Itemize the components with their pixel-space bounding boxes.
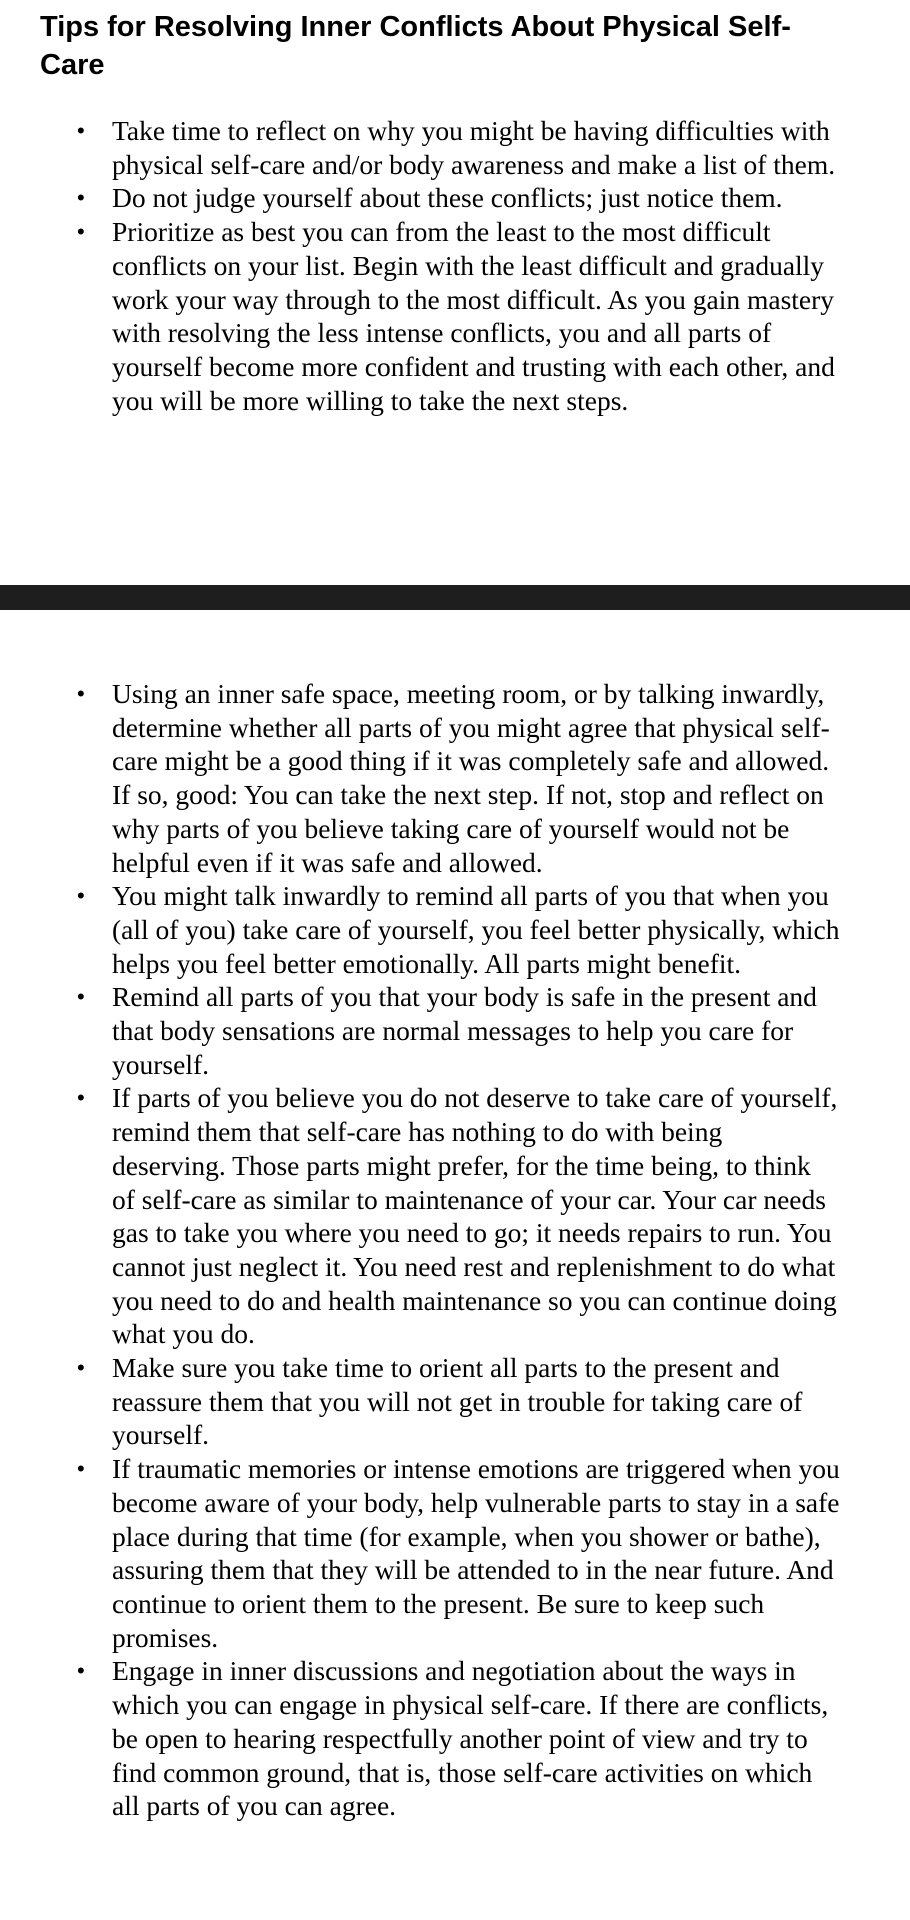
list-item	[77, 1654, 840, 1823]
bullet-icon: •	[77, 1355, 85, 1381]
bullet-icon: •	[77, 984, 85, 1010]
bullet-icon: •	[77, 1658, 85, 1684]
list-item-text: Using an inner safe space, meeting room, or by talking inwardly, determine whether all parts of you might agree that physical self-care might be a good thing if it was completely safe and allowed. If so, good: You can take the next step. If not, stop and reflect on why parts of you believe taking care of yourself would not be helpful even if it was safe and allowed.	[112, 678, 830, 878]
list-item	[77, 1081, 840, 1351]
list-item-text: Make sure you take time to orient all parts to the present and reassure them that you will not get in trouble for taking care of yourself.	[112, 1352, 803, 1451]
list-item-text: Do not judge yourself about these conflicts; just notice them.	[112, 182, 783, 214]
list-item	[77, 677, 840, 879]
list-item	[77, 879, 840, 980]
bullet-icon: •	[77, 219, 85, 245]
tips-list-top	[77, 114, 840, 417]
bullet-icon: •	[77, 1085, 85, 1111]
list-item-text: You might talk inwardly to remind all parts of you that when you (all of you) take care of yourself, you feel better physically, which helps you feel better emotionally. All parts might benefit.	[112, 880, 840, 979]
page-divider	[0, 585, 910, 610]
list-item-text: Prioritize as best you can from the least to the most difficult conflicts on your list. Begin with the least difficult and gradually work your way through to the most difficult. As you gain mastery with resolving the less intense conflicts, you and all parts of yourself become more confident and trusting with each other, and you will be more willing to take the next steps.	[112, 216, 835, 416]
list-item	[77, 215, 840, 417]
bullet-icon: •	[77, 681, 85, 706]
list-item-text: If traumatic memories or intense emotions are triggered when you become aware of your body, help vulnerable parts to stay in a safe place during that time (for example, when you shower or bathe), assuring them that they will be attended to in the near future. And continue to orient them to the present. Be sure to keep such promises.	[112, 1453, 840, 1653]
bullet-icon: •	[77, 118, 85, 143]
bullet-icon: •	[77, 1456, 85, 1482]
list-item	[77, 114, 840, 181]
list-item	[77, 181, 840, 215]
list-item	[77, 980, 840, 1081]
list-item	[77, 1351, 840, 1452]
list-item-text: Take time to reflect on why you might be having difficulties with physical self-care and/or body awareness and make a list of them.	[112, 115, 836, 180]
list-item	[77, 1452, 840, 1654]
list-item-text: Remind all parts of you that your body is safe in the present and that body sensations are normal messages to help you care for yourself.	[112, 981, 817, 1080]
page-section-top	[0, 0, 910, 585]
list-item-text: If parts of you believe you do not deserve to take care of yourself, remind them that self-care has nothing to do with being deserving. Those parts might prefer, for the time being, to think of self-care as similar to maintenance of your car. Your car needs gas to take you where you need to go; it needs repairs to run. You cannot just neglect it. You need rest and replenishment to do what you need to do and health maintenance so you can continue doing what you do.	[112, 1082, 838, 1350]
bullet-icon: •	[77, 883, 85, 909]
tips-list-bottom	[77, 677, 840, 1823]
bullet-icon: •	[77, 185, 85, 211]
list-item-text: Engage in inner discussions and negotiation about the ways in which you can engage in physical self-care. If there are conflicts, be open to hearing respectfully another point of view and try to find common ground, that is, those self-care activities on which all parts of you can agree.	[112, 1655, 829, 1822]
page-heading: Tips for Resolving Inner Conflicts About Physical Self-Care	[40, 11, 791, 81]
